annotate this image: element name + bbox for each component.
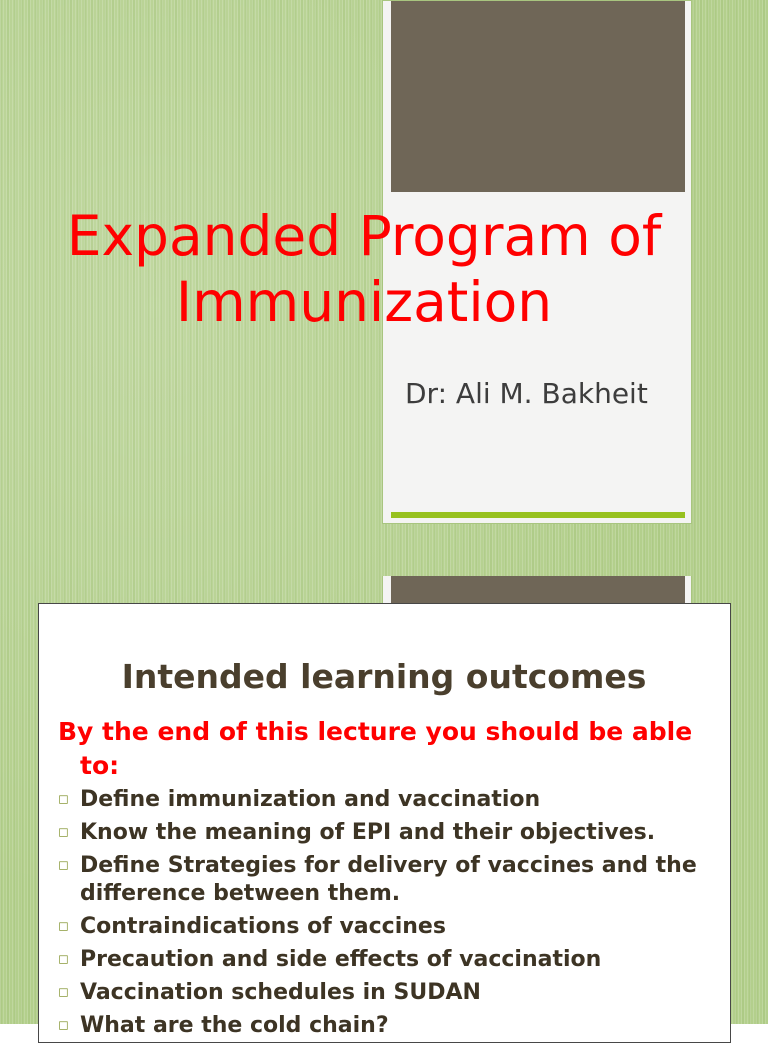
outcome-item	[58, 852, 718, 908]
outcome-text: Precaution and side effects of vaccination	[80, 947, 602, 972]
hollow-square-bullet-icon: ◻	[58, 792, 69, 807]
title-line-1: Expanded Program of	[66, 204, 662, 268]
hollow-square-bullet-icon: ◻	[58, 919, 69, 934]
hollow-square-bullet-icon: ◻	[58, 952, 69, 967]
outcome-item	[58, 819, 718, 847]
hollow-square-bullet-icon: ◻	[58, 858, 69, 873]
panel-accent-line	[391, 512, 685, 518]
author-name: Dr: Ali M. Bakheit	[405, 377, 648, 410]
outcome-item	[58, 946, 718, 974]
outcome-text: Define immunization and vaccination	[80, 787, 541, 812]
outcome-item	[58, 1012, 718, 1040]
outcome-text: Vaccination schedules in SUDAN	[80, 980, 481, 1005]
outcome-text: Contraindications of vaccines	[80, 914, 446, 939]
outcome-item	[58, 786, 718, 814]
outcome-text: Know the meaning of EPI and their objectives.	[80, 820, 656, 845]
hollow-square-bullet-icon: ◻	[58, 825, 69, 840]
title-line-2: Immunization	[175, 270, 553, 334]
hollow-square-bullet-icon: ◻	[58, 985, 69, 1000]
outcome-item	[58, 979, 718, 1007]
panel-top-block	[391, 1, 685, 192]
outcomes-intro: By the end of this lecture you should be able to:	[58, 717, 693, 780]
hollow-square-bullet-icon: ◻	[58, 1018, 69, 1033]
outcomes-heading: Intended learning outcomes	[121, 657, 647, 696]
outcomes-list	[58, 786, 718, 1045]
outcome-text: What are the cold chain?	[80, 1013, 389, 1038]
outcome-item	[58, 913, 718, 941]
outcome-text: Define Strategies for delivery of vaccines and the difference between them.	[80, 853, 697, 906]
presentation-title	[0, 203, 728, 335]
